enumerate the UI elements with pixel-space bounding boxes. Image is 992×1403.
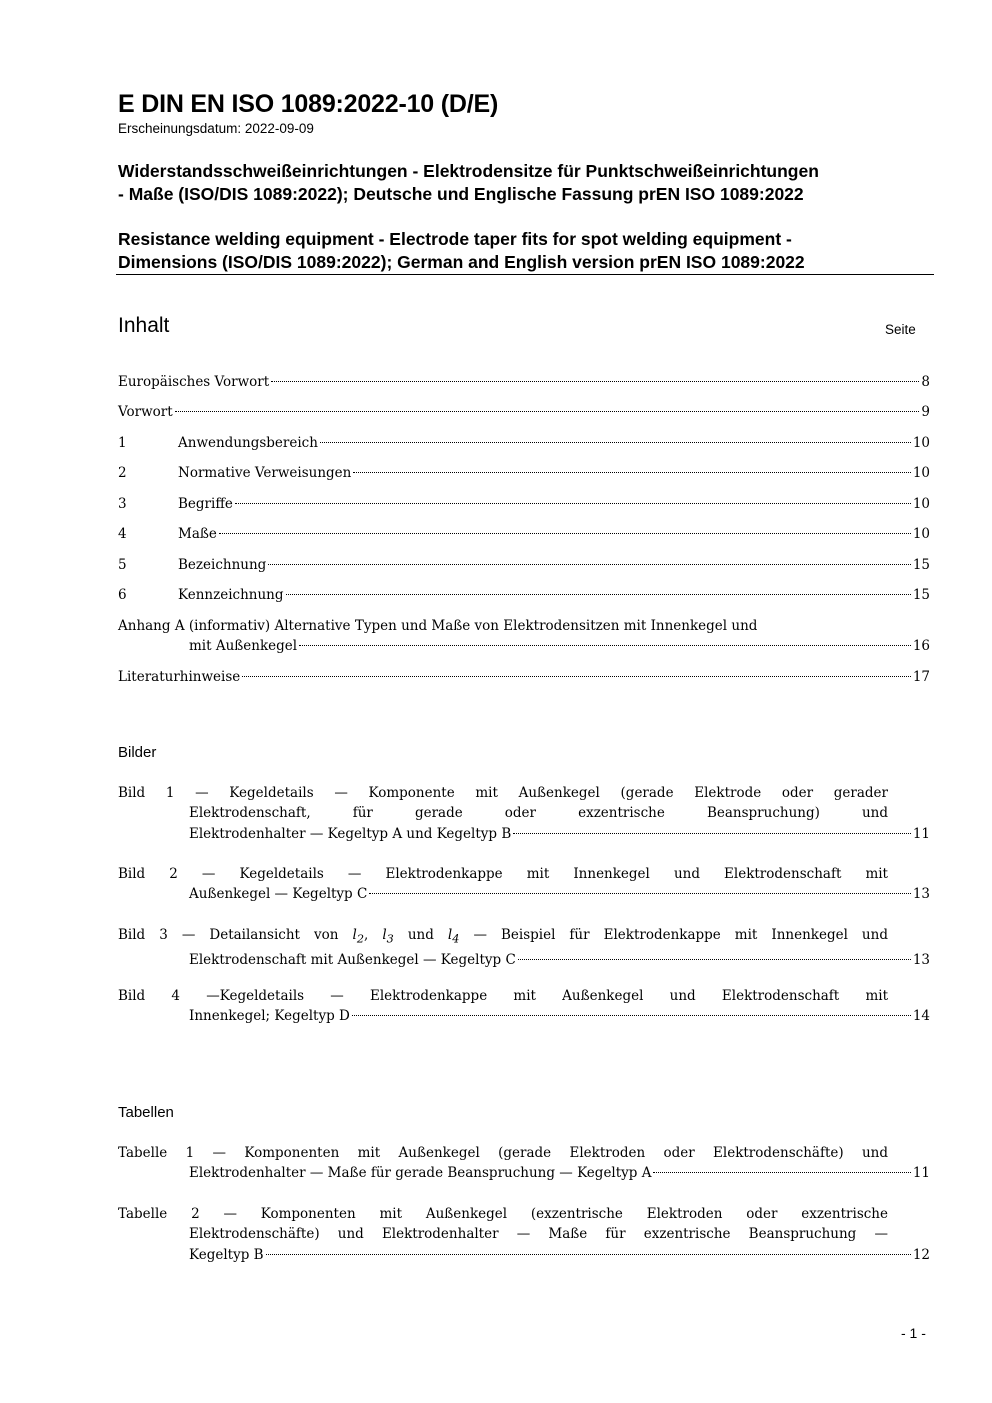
leader-dots	[242, 676, 911, 677]
annex-line-2: mit Außenkegel	[189, 638, 298, 655]
symbol-l3: $l_3$	[382, 927, 394, 946]
leader-dots	[219, 533, 911, 534]
toc-entry[interactable]	[118, 585, 930, 605]
toc-entry-text: Normative Verweisungen	[178, 465, 352, 481]
toc-entry-bibliography[interactable]	[118, 667, 930, 687]
leader-dots	[299, 645, 911, 646]
table-line-2: Elektrodenschäfte) und Elektrodenhalter — Maße für exzentrische Beanspruchung —	[189, 1226, 888, 1243]
symbol-l2: $l_2$	[352, 927, 364, 946]
toc-entry-page: 10	[912, 526, 930, 542]
title-german	[118, 160, 938, 206]
leader-dots	[320, 442, 911, 443]
leader-dots	[369, 893, 910, 894]
toc-entry-page: 15	[912, 587, 930, 603]
figure-page: 13	[912, 886, 930, 903]
table-entry[interactable]	[118, 1204, 930, 1265]
table-line-3: Kegeltyp B	[189, 1246, 264, 1263]
toc-entry-text: Europäisches Vorwort	[118, 374, 270, 390]
toc-entry[interactable]	[118, 555, 930, 575]
toc-entry-page: 16	[912, 638, 930, 655]
leader-dots	[266, 1254, 911, 1255]
toc-entry-page: 8	[921, 374, 930, 390]
toc-entry-text: Vorwort	[118, 404, 173, 420]
table-line-2: Elektrodenhalter — Maße für gerade Beanspruchung — Kegeltyp A	[189, 1165, 652, 1182]
document-id: E DIN EN ISO 1089:2022-10 (D/E)	[118, 90, 499, 118]
toc-entry-page: 10	[912, 465, 930, 481]
page-column-label: Seite	[885, 322, 916, 337]
toc-entry[interactable]	[118, 372, 930, 392]
figure-line-2: Elektrodenschaft, für gerade oder exzentrische Beanspruchung) und	[189, 805, 888, 822]
toc-entry-number: 6	[118, 587, 127, 603]
leader-dots	[352, 1015, 911, 1016]
title-english	[118, 228, 938, 274]
toc-entry[interactable]	[118, 402, 930, 422]
toc-entry-number: 2	[118, 465, 127, 481]
toc-entry-page: 10	[912, 496, 930, 512]
toc-entry-number: 1	[118, 435, 127, 451]
title-english-line-1: Resistance welding equipment - Electrode taper fits for spot welding equipment -	[118, 229, 792, 249]
figure-text: Bild 3 — Detailansicht von	[118, 927, 353, 943]
toc-heading: Inhalt	[118, 314, 170, 337]
figure-line-2: Elektrodenschaft mit Außenkegel — Kegeltyp C	[189, 952, 516, 969]
leader-dots	[513, 833, 911, 834]
toc-entry[interactable]	[118, 524, 930, 544]
toc-entry-text: Kennzeichnung	[178, 587, 284, 603]
figure-text: — Beispiel für Elektrodenkappe mit Innenkegel und	[473, 927, 888, 943]
title-german-line-1: Widerstandsschweißeinrichtungen - Elektrodensitze für Punktschweißeinrichtungen	[118, 161, 819, 181]
figure-entry[interactable]	[118, 864, 930, 905]
figure-line-2: Außenkegel — Kegeltyp C	[189, 886, 368, 903]
title-german-line-2: - Maße (ISO/DIS 1089:2022); Deutsche und Englische Fassung prEN ISO 1089:2022	[118, 184, 804, 204]
annex-line-1: Anhang A (informativ) Alternative Typen und Maße von Elektrodensitzen mit Innenkegel und	[118, 618, 758, 634]
table-line-1: Tabelle 1 — Komponenten mit Außenkegel (gerade Elektroden oder Elektrodenschäfte) und	[118, 1145, 888, 1161]
figure-entry[interactable]	[118, 783, 930, 844]
figure-page: 14	[912, 1008, 930, 1025]
leader-dots	[286, 594, 911, 595]
figure-line-2: Innenkegel; Kegeltyp D	[189, 1008, 350, 1025]
figure-entry[interactable]	[118, 925, 930, 971]
toc-entry[interactable]	[118, 433, 930, 453]
table-page: 11	[912, 1165, 930, 1182]
publication-date: Erscheinungsdatum: 2022-09-09	[118, 121, 314, 136]
figure-page: 11	[912, 825, 930, 842]
toc-entry-text: Maße	[178, 526, 217, 542]
toc-entry-page: 15	[912, 557, 930, 573]
toc-entry-annex[interactable]	[118, 616, 930, 657]
toc-entry[interactable]	[118, 463, 930, 483]
figure-page: 13	[912, 952, 930, 969]
leader-dots	[268, 564, 911, 565]
toc-entry-page: 10	[912, 435, 930, 451]
toc-entry-page: 17	[912, 669, 930, 685]
leader-dots	[235, 503, 911, 504]
page-number: - 1 -	[901, 1325, 926, 1341]
toc-entry-number: 4	[118, 526, 127, 542]
toc-entry-text: Begriffe	[178, 496, 233, 512]
toc-entry-text: Anwendungsbereich	[178, 435, 318, 451]
leader-dots	[175, 411, 920, 412]
symbol-l4: $l_4$	[447, 927, 460, 946]
toc-entry-text: Literaturhinweise	[118, 669, 241, 685]
leader-dots	[653, 1172, 910, 1173]
tables-heading: Tabellen	[118, 1104, 174, 1121]
toc-entry-page: 9	[921, 404, 930, 420]
toc-entry-number: 5	[118, 557, 127, 573]
leader-dots	[518, 959, 911, 960]
figure-line-3: Elektrodenhalter — Kegeltyp A und Kegeltyp B	[189, 825, 512, 842]
table-line-1: Tabelle 2 — Komponenten mit Außenkegel (exzentrische Elektroden oder exzentrische	[118, 1206, 888, 1222]
figure-line-1: Bild 4 —Kegeldetails — Elektrodenkappe mit Außenkegel und Elektrodenschaft mit	[118, 988, 888, 1004]
header-divider	[116, 274, 934, 275]
leader-dots	[353, 472, 910, 473]
toc-entry-text: Bezeichnung	[178, 557, 267, 573]
leader-dots	[271, 381, 919, 382]
toc-entry[interactable]	[118, 494, 930, 514]
figure-line-1: Bild 3 — Detailansicht von $l_2$, $l_3$ und $l_4$ — Beispiel für Elektrodenkappe mit Innenkegel und	[118, 927, 888, 946]
figure-entry[interactable]	[118, 986, 930, 1027]
figure-line-1: Bild 1 — Kegeldetails — Komponente mit Außenkegel (gerade Elektrode oder gerader	[118, 785, 888, 801]
toc-entry-number: 3	[118, 496, 127, 512]
table-entry[interactable]	[118, 1143, 930, 1184]
title-english-line-2: Dimensions (ISO/DIS 1089:2022); German and English version prEN ISO 1089:2022	[118, 252, 805, 272]
figure-line-1: Bild 2 — Kegeldetails — Elektrodenkappe mit Innenkegel und Elektrodenschaft mit	[118, 866, 888, 882]
figures-heading: Bilder	[118, 744, 157, 761]
table-page: 12	[912, 1246, 930, 1263]
